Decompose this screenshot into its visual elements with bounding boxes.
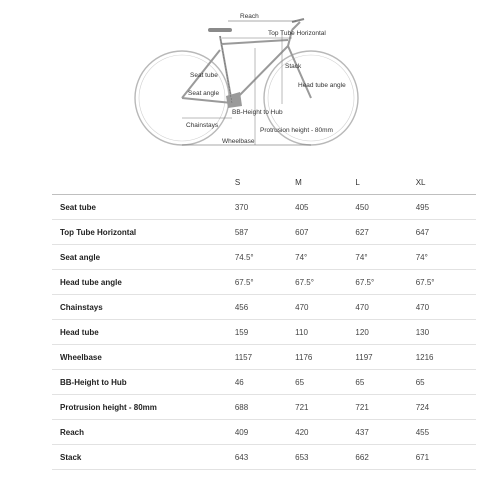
row-value: 1157 bbox=[235, 345, 295, 370]
row-value: 450 bbox=[355, 195, 415, 220]
row-value: 627 bbox=[355, 220, 415, 245]
row-value: 74° bbox=[416, 245, 476, 270]
row-label: Head tube angle bbox=[52, 270, 235, 295]
label-top-tube-horizontal: Top Tube Horizontal bbox=[268, 30, 326, 37]
row-value: 409 bbox=[235, 420, 295, 445]
geometry-table bbox=[52, 170, 476, 470]
row-value: 67.5° bbox=[355, 270, 415, 295]
row-value: 495 bbox=[416, 195, 476, 220]
row-value: 653 bbox=[295, 445, 355, 470]
row-value: 671 bbox=[416, 445, 476, 470]
row-value: 74.5° bbox=[235, 245, 295, 270]
label-reach: Reach bbox=[240, 13, 259, 20]
row-value: 370 bbox=[235, 195, 295, 220]
row-value: 437 bbox=[355, 420, 415, 445]
row-label: Reach bbox=[52, 420, 235, 445]
row-label: Chainstays bbox=[52, 295, 235, 320]
label-seat-angle: Seat angle bbox=[188, 90, 220, 97]
row-value: 724 bbox=[416, 395, 476, 420]
row-value: 455 bbox=[416, 420, 476, 445]
row-value: 74° bbox=[295, 245, 355, 270]
table-row bbox=[52, 345, 476, 370]
table-row bbox=[52, 370, 476, 395]
row-label: Wheelbase bbox=[52, 345, 235, 370]
size-header: S bbox=[235, 170, 295, 195]
table-row bbox=[52, 195, 476, 220]
row-value: 470 bbox=[416, 295, 476, 320]
row-value: 65 bbox=[295, 370, 355, 395]
row-label: BB-Height to Hub bbox=[52, 370, 235, 395]
table-row bbox=[52, 245, 476, 270]
label-bb-height-to-hub: BB-Height to Hub bbox=[232, 109, 283, 116]
row-label: Seat angle bbox=[52, 245, 235, 270]
row-value: 470 bbox=[295, 295, 355, 320]
row-value: 456 bbox=[235, 295, 295, 320]
row-label: Stack bbox=[52, 445, 235, 470]
size-header: M bbox=[295, 170, 355, 195]
row-value: 1176 bbox=[295, 345, 355, 370]
table-row bbox=[52, 220, 476, 245]
label-head-tube-angle: Head tube angle bbox=[298, 82, 346, 89]
table-row bbox=[52, 445, 476, 470]
label-protrusion-height: Protrusion height - 80mm bbox=[260, 127, 333, 134]
row-value: 74° bbox=[355, 245, 415, 270]
row-value: 67.5° bbox=[295, 270, 355, 295]
row-value: 65 bbox=[416, 370, 476, 395]
row-value: 643 bbox=[235, 445, 295, 470]
label-chainstays: Chainstays bbox=[186, 122, 219, 129]
row-value: 67.5° bbox=[235, 270, 295, 295]
bike-geometry-diagram bbox=[0, 0, 500, 160]
table-header-row bbox=[52, 170, 476, 195]
row-value: 110 bbox=[295, 320, 355, 345]
table-row bbox=[52, 270, 476, 295]
row-value: 721 bbox=[355, 395, 415, 420]
table-row bbox=[52, 395, 476, 420]
table-row bbox=[52, 295, 476, 320]
saddle bbox=[208, 28, 232, 32]
label-wheelbase: Wheelbase bbox=[222, 138, 255, 145]
table-row bbox=[52, 420, 476, 445]
handlebar bbox=[292, 19, 304, 22]
row-value: 46 bbox=[235, 370, 295, 395]
row-value: 130 bbox=[416, 320, 476, 345]
label-seat-tube: Seat tube bbox=[190, 72, 218, 79]
row-value: 67.5° bbox=[416, 270, 476, 295]
table-header-blank bbox=[52, 170, 235, 195]
row-label: Protrusion height - 80mm bbox=[52, 395, 235, 420]
geometry-table-body bbox=[52, 195, 476, 470]
row-value: 587 bbox=[235, 220, 295, 245]
row-value: 662 bbox=[355, 445, 415, 470]
row-value: 405 bbox=[295, 195, 355, 220]
label-stack: Stack bbox=[285, 63, 302, 70]
size-header: XL bbox=[416, 170, 476, 195]
row-value: 1197 bbox=[355, 345, 415, 370]
seat-tube-dimension-line bbox=[220, 36, 232, 103]
row-value: 470 bbox=[355, 295, 415, 320]
row-value: 65 bbox=[355, 370, 415, 395]
row-label: Top Tube Horizontal bbox=[52, 220, 235, 245]
row-value: 607 bbox=[295, 220, 355, 245]
row-label: Seat tube bbox=[52, 195, 235, 220]
row-value: 159 bbox=[235, 320, 295, 345]
size-header: L bbox=[355, 170, 415, 195]
row-value: 688 bbox=[235, 395, 295, 420]
row-label: Head tube bbox=[52, 320, 235, 345]
row-value: 120 bbox=[355, 320, 415, 345]
row-value: 647 bbox=[416, 220, 476, 245]
row-value: 420 bbox=[295, 420, 355, 445]
row-value: 721 bbox=[295, 395, 355, 420]
row-value: 1216 bbox=[416, 345, 476, 370]
table-row bbox=[52, 320, 476, 345]
